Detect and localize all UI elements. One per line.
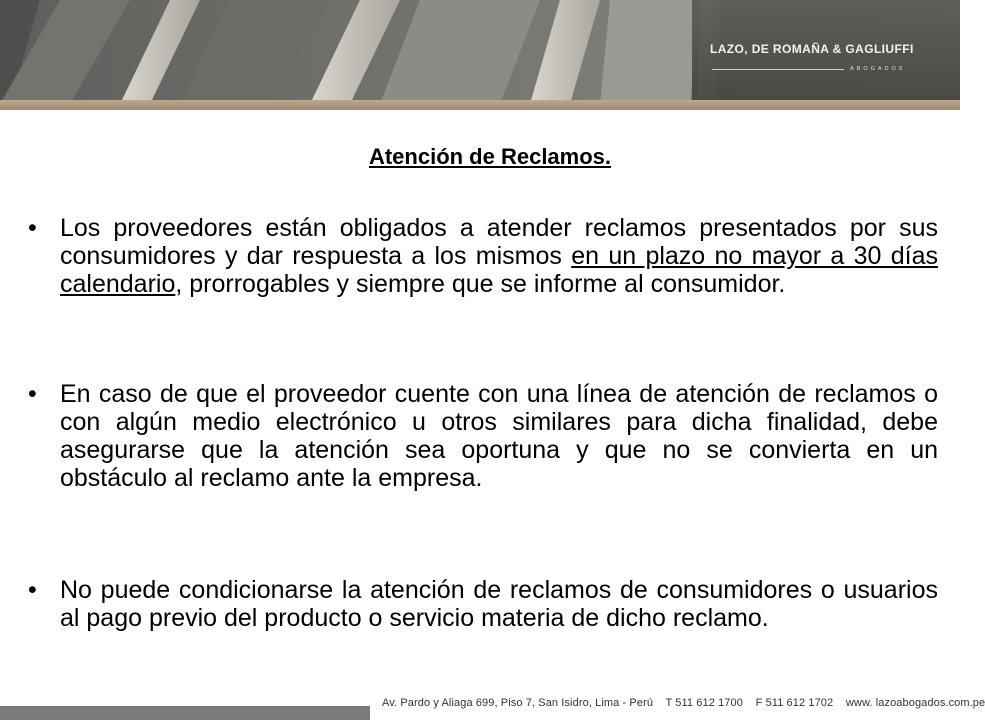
footer-contact xyxy=(382,697,985,709)
bullet-item-no-prepayment xyxy=(28,576,938,632)
bullet-symbol: • xyxy=(28,576,37,604)
footer-bar xyxy=(0,706,370,720)
bullet-text-part: , prorrogables y siempre que se informe al consumidor. xyxy=(175,270,786,298)
bullet-text: En caso de que el proveedor cuente con una línea de atención de reclamos o con algún medio electrónico u otros similares para dicha finalidad, debe asegurarse que la atención sea oportuna y que no se convierta en un obstáculo al reclamo ante la empresa. xyxy=(60,380,938,492)
bullet-item-response-deadline xyxy=(28,214,938,298)
underlined-deadline-text: en un plazo no mayor a 30 días calendario xyxy=(60,242,938,298)
bullet-symbol: • xyxy=(28,214,37,242)
bullet-text xyxy=(60,214,938,298)
header-accent-band xyxy=(0,100,960,110)
footer-phone: T 511 612 1700 xyxy=(665,697,743,709)
header-banner xyxy=(0,0,960,104)
footer-fax: F 511 612 1702 xyxy=(755,697,834,709)
footer-address: Av. Pardo y Aliaga 699, Piso 7, San Isidro, Lima - Perú xyxy=(382,697,654,709)
firm-logo-name: LAZO, DE ROMAÑA & GAGLIUFFI xyxy=(710,42,914,56)
logo-divider xyxy=(712,69,844,70)
bullet-text: No puede condicionarse la atención de reclamos de consumidores o usuarios al pago previo del producto o servicio materia de dicho reclamo. xyxy=(60,576,938,632)
bullet-text-part: Los proveedores están obligados a atender reclamos presentados por sus consumidores y dar respuesta a los mismos xyxy=(60,214,938,270)
bullet-symbol: • xyxy=(28,380,37,408)
footer-website: www. lazoabogados.com.pe xyxy=(845,697,985,709)
slide-title: Atención de Reclamos. xyxy=(368,144,612,169)
firm-logo-subtitle: ABOGADOS xyxy=(850,66,906,72)
bullet-item-complaint-channels xyxy=(28,380,938,492)
